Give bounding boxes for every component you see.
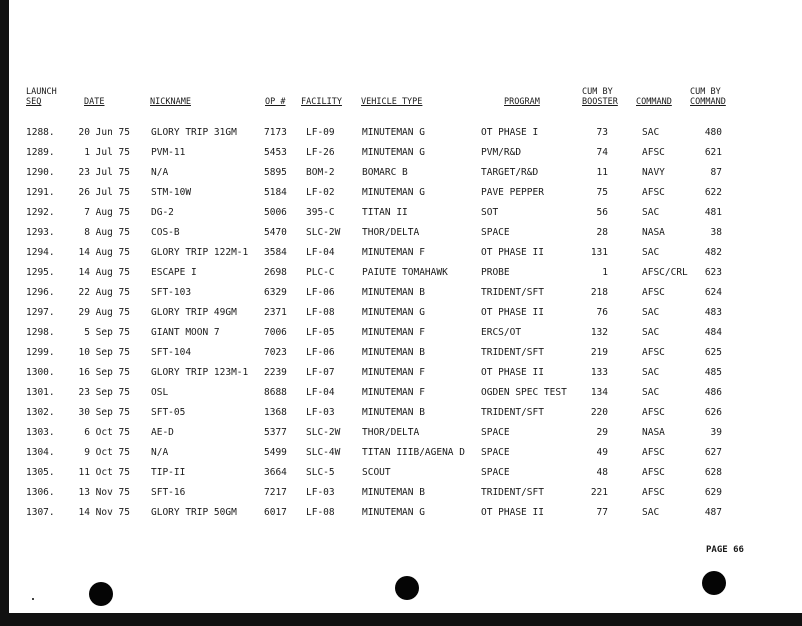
header-facility: FACILITY bbox=[301, 97, 342, 107]
cell-date: 13 Nov 75 bbox=[78, 487, 130, 498]
cell-nickname: SFT-05 bbox=[151, 407, 186, 418]
cell-cum-command: 628 bbox=[704, 467, 722, 478]
cell-cum-command: 627 bbox=[704, 447, 722, 458]
cell-cum-command: 484 bbox=[704, 327, 722, 338]
cell-date: 5 Sep 75 bbox=[84, 327, 130, 338]
cell-seq: 1297. bbox=[26, 307, 55, 318]
cell-nickname: DG-2 bbox=[151, 207, 174, 218]
cell-seq: 1294. bbox=[26, 247, 55, 258]
cell-vehicle-type: MINUTEMAN F bbox=[362, 327, 425, 338]
cell-command: NAVY bbox=[642, 167, 665, 178]
cell-date: 6 Oct 75 bbox=[84, 427, 130, 438]
cell-date: 23 Sep 75 bbox=[78, 387, 130, 398]
cell-cum-booster: 218 bbox=[590, 287, 608, 298]
binder-hole-right bbox=[702, 571, 726, 595]
cell-cum-booster: 56 bbox=[596, 207, 608, 218]
cell-program: PAVE PEPPER bbox=[481, 187, 544, 198]
cell-facility: SLC-4W bbox=[306, 447, 341, 458]
cell-seq: 1302. bbox=[26, 407, 55, 418]
table-row bbox=[0, 286, 802, 300]
cell-vehicle-type: MINUTEMAN G bbox=[362, 147, 425, 158]
cell-cum-booster: 73 bbox=[596, 127, 608, 138]
cell-program: SOT bbox=[481, 207, 499, 218]
cell-program: PVM/R&D bbox=[481, 147, 522, 158]
cell-program: OT PHASE II bbox=[481, 307, 544, 318]
cell-op-number: 7173 bbox=[264, 127, 287, 138]
cell-nickname: COS-B bbox=[151, 227, 180, 238]
cell-op-number: 6329 bbox=[264, 287, 287, 298]
cell-cum-booster: 221 bbox=[590, 487, 608, 498]
table-row bbox=[0, 126, 802, 140]
cell-cum-booster: 131 bbox=[590, 247, 608, 258]
cell-program: PROBE bbox=[481, 267, 510, 278]
cell-command: SAC bbox=[642, 247, 660, 258]
cell-seq: 1303. bbox=[26, 427, 55, 438]
cell-program: TARGET/R&D bbox=[481, 167, 539, 178]
cell-cum-booster: 133 bbox=[590, 367, 608, 378]
cell-nickname: SFT-104 bbox=[151, 347, 192, 358]
cell-facility: SLC-2W bbox=[306, 227, 341, 238]
cell-cum-booster: 219 bbox=[590, 347, 608, 358]
cell-facility: LF-05 bbox=[306, 327, 335, 338]
cell-facility: PLC-C bbox=[306, 267, 335, 278]
cell-facility: LF-03 bbox=[306, 487, 335, 498]
cell-seq: 1289. bbox=[26, 147, 55, 158]
cell-vehicle-type: SCOUT bbox=[362, 467, 391, 478]
cell-op-number: 8688 bbox=[264, 387, 287, 398]
cell-program: SPACE bbox=[481, 447, 510, 458]
cell-vehicle-type: MINUTEMAN F bbox=[362, 367, 425, 378]
header-vehicle-type: VEHICLE TYPE bbox=[361, 97, 423, 107]
cell-cum-command: 626 bbox=[704, 407, 722, 418]
cell-seq: 1295. bbox=[26, 267, 55, 278]
cell-nickname: GLORY TRIP 31GM bbox=[151, 127, 237, 138]
cell-command: SAC bbox=[642, 367, 660, 378]
cell-date: 11 Oct 75 bbox=[78, 467, 130, 478]
cell-date: 26 Jul 75 bbox=[78, 187, 130, 198]
cell-facility: LF-02 bbox=[306, 187, 335, 198]
cell-cum-booster: 1 bbox=[602, 267, 608, 278]
cell-seq: 1291. bbox=[26, 187, 55, 198]
cell-vehicle-type: TITAN II bbox=[362, 207, 408, 218]
cell-vehicle-type: MINUTEMAN B bbox=[362, 487, 425, 498]
cell-nickname: GLORY TRIP 122M-1 bbox=[151, 247, 249, 258]
cell-op-number: 2698 bbox=[264, 267, 287, 278]
binder-hole-center bbox=[395, 576, 419, 600]
cell-cum-booster: 77 bbox=[596, 507, 608, 518]
cell-program: OGDEN SPEC TEST bbox=[481, 387, 567, 398]
cell-command: SAC bbox=[642, 127, 660, 138]
cell-nickname: AE-D bbox=[151, 427, 174, 438]
cell-date: 22 Aug 75 bbox=[78, 287, 130, 298]
cell-facility: LF-04 bbox=[306, 247, 335, 258]
cell-vehicle-type: MINUTEMAN G bbox=[362, 307, 425, 318]
cell-nickname: STM-10W bbox=[151, 187, 192, 198]
cell-date: 14 Aug 75 bbox=[78, 247, 130, 258]
cell-facility: SLC-2W bbox=[306, 427, 341, 438]
cell-vehicle-type: TITAN IIIB/AGENA D bbox=[362, 447, 465, 458]
cell-cum-booster: 28 bbox=[596, 227, 608, 238]
cell-op-number: 6017 bbox=[264, 507, 287, 518]
table-row bbox=[0, 366, 802, 380]
cell-date: 23 Jul 75 bbox=[78, 167, 130, 178]
cell-date: 30 Sep 75 bbox=[78, 407, 130, 418]
table-row bbox=[0, 306, 802, 320]
cell-cum-booster: 75 bbox=[596, 187, 608, 198]
cell-nickname: SFT-16 bbox=[151, 487, 186, 498]
cell-date: 14 Aug 75 bbox=[78, 267, 130, 278]
cell-date: 10 Sep 75 bbox=[78, 347, 130, 358]
cell-op-number: 7023 bbox=[264, 347, 287, 358]
scan-edge-bottom bbox=[0, 613, 802, 626]
cell-cum-booster: 134 bbox=[590, 387, 608, 398]
cell-command: AFSC bbox=[642, 407, 665, 418]
cell-program: ERCS/OT bbox=[481, 327, 522, 338]
cell-command: AFSC bbox=[642, 447, 665, 458]
cell-vehicle-type: MINUTEMAN B bbox=[362, 347, 425, 358]
cell-op-number: 5895 bbox=[264, 167, 287, 178]
cell-command: AFSC bbox=[642, 467, 665, 478]
cell-cum-command: 38 bbox=[710, 227, 722, 238]
cell-vehicle-type: MINUTEMAN B bbox=[362, 407, 425, 418]
cell-command: AFSC bbox=[642, 187, 665, 198]
cell-cum-booster: 49 bbox=[596, 447, 608, 458]
cell-vehicle-type: MINUTEMAN F bbox=[362, 247, 425, 258]
cell-vehicle-type: MINUTEMAN B bbox=[362, 287, 425, 298]
cell-cum-command: 487 bbox=[704, 507, 722, 518]
cell-facility: SLC-5 bbox=[306, 467, 335, 478]
cell-cum-command: 486 bbox=[704, 387, 722, 398]
cell-command: NASA bbox=[642, 227, 665, 238]
cell-nickname: OSL bbox=[151, 387, 169, 398]
cell-nickname: N/A bbox=[151, 167, 169, 178]
cell-nickname: TIP-II bbox=[151, 467, 186, 478]
cell-op-number: 1368 bbox=[264, 407, 287, 418]
cell-cum-command: 623 bbox=[704, 267, 722, 278]
cell-op-number: 5453 bbox=[264, 147, 287, 158]
cell-seq: 1307. bbox=[26, 507, 55, 518]
scan-speck bbox=[32, 598, 34, 600]
cell-cum-booster: 76 bbox=[596, 307, 608, 318]
cell-date: 16 Sep 75 bbox=[78, 367, 130, 378]
cell-date: 14 Nov 75 bbox=[78, 507, 130, 518]
header-program: PROGRAM bbox=[504, 97, 540, 107]
header-date: DATE bbox=[84, 97, 105, 107]
cell-command: SAC bbox=[642, 307, 660, 318]
cell-cum-booster: 29 bbox=[596, 427, 608, 438]
cell-cum-command: 87 bbox=[710, 167, 722, 178]
table-row bbox=[0, 326, 802, 340]
cell-nickname: GLORY TRIP 50GM bbox=[151, 507, 237, 518]
header-command: COMMAND bbox=[636, 97, 672, 107]
table-row bbox=[0, 246, 802, 260]
cell-date: 1 Jul 75 bbox=[84, 147, 130, 158]
cell-date: 29 Aug 75 bbox=[78, 307, 130, 318]
cell-seq: 1305. bbox=[26, 467, 55, 478]
cell-seq: 1304. bbox=[26, 447, 55, 458]
cell-program: SPACE bbox=[481, 227, 510, 238]
cell-cum-booster: 220 bbox=[590, 407, 608, 418]
cell-seq: 1298. bbox=[26, 327, 55, 338]
table-row bbox=[0, 226, 802, 240]
cell-op-number: 3664 bbox=[264, 467, 287, 478]
cell-facility: LF-07 bbox=[306, 367, 335, 378]
cell-seq: 1293. bbox=[26, 227, 55, 238]
cell-cum-command: 621 bbox=[704, 147, 722, 158]
cell-seq: 1290. bbox=[26, 167, 55, 178]
cell-cum-booster: 11 bbox=[596, 167, 608, 178]
cell-command: SAC bbox=[642, 387, 660, 398]
cell-facility: LF-08 bbox=[306, 307, 335, 318]
cell-seq: 1300. bbox=[26, 367, 55, 378]
cell-cum-command: 485 bbox=[704, 367, 722, 378]
cell-command: AFSC/CRL bbox=[642, 267, 688, 278]
cell-vehicle-type: THOR/DELTA bbox=[362, 227, 420, 238]
header-cum-by-booster: CUM BY BOOSTER bbox=[582, 87, 618, 107]
header-nickname: NICKNAME bbox=[150, 97, 191, 107]
cell-program: TRIDENT/SFT bbox=[481, 487, 544, 498]
table-row bbox=[0, 446, 802, 460]
cell-cum-command: 629 bbox=[704, 487, 722, 498]
cell-vehicle-type: BOMARC B bbox=[362, 167, 408, 178]
cell-program: OT PHASE II bbox=[481, 367, 544, 378]
cell-command: NASA bbox=[642, 427, 665, 438]
cell-nickname: GLORY TRIP 123M-1 bbox=[151, 367, 249, 378]
table-row bbox=[0, 166, 802, 180]
cell-seq: 1288. bbox=[26, 127, 55, 138]
cell-command: AFSC bbox=[642, 347, 665, 358]
cell-op-number: 5184 bbox=[264, 187, 287, 198]
table-row bbox=[0, 146, 802, 160]
cell-facility: LF-04 bbox=[306, 387, 335, 398]
cell-cum-command: 622 bbox=[704, 187, 722, 198]
cell-vehicle-type: MINUTEMAN G bbox=[362, 507, 425, 518]
header-launch-seq: LAUNCH SEQ bbox=[26, 87, 57, 107]
cell-program: TRIDENT/SFT bbox=[481, 347, 544, 358]
cell-seq: 1292. bbox=[26, 207, 55, 218]
cell-nickname: ESCAPE I bbox=[151, 267, 197, 278]
cell-facility: 395-C bbox=[306, 207, 335, 218]
table-row bbox=[0, 466, 802, 480]
cell-cum-command: 480 bbox=[704, 127, 722, 138]
cell-facility: BOM-2 bbox=[306, 167, 335, 178]
cell-op-number: 5470 bbox=[264, 227, 287, 238]
cell-op-number: 2371 bbox=[264, 307, 287, 318]
cell-program: TRIDENT/SFT bbox=[481, 407, 544, 418]
cell-seq: 1301. bbox=[26, 387, 55, 398]
cell-op-number: 5499 bbox=[264, 447, 287, 458]
cell-op-number: 7006 bbox=[264, 327, 287, 338]
header-op-number: OP # bbox=[265, 97, 286, 107]
table-row bbox=[0, 406, 802, 420]
cell-program: SPACE bbox=[481, 467, 510, 478]
cell-command: SAC bbox=[642, 327, 660, 338]
cell-command: AFSC bbox=[642, 287, 665, 298]
cell-nickname: N/A bbox=[151, 447, 169, 458]
cell-nickname: GLORY TRIP 49GM bbox=[151, 307, 237, 318]
cell-cum-command: 482 bbox=[704, 247, 722, 258]
cell-program: OT PHASE II bbox=[481, 247, 544, 258]
cell-date: 20 Jun 75 bbox=[78, 127, 130, 138]
cell-nickname: GIANT MOON 7 bbox=[151, 327, 220, 338]
cell-cum-command: 624 bbox=[704, 287, 722, 298]
cell-vehicle-type: MINUTEMAN G bbox=[362, 127, 425, 138]
cell-date: 9 Oct 75 bbox=[84, 447, 130, 458]
header-cum-by-command: CUM BY COMMAND bbox=[690, 87, 726, 107]
table-row bbox=[0, 206, 802, 220]
cell-facility: LF-03 bbox=[306, 407, 335, 418]
cell-facility: LF-09 bbox=[306, 127, 335, 138]
binder-hole-left bbox=[89, 582, 113, 606]
cell-command: SAC bbox=[642, 507, 660, 518]
cell-command: AFSC bbox=[642, 147, 665, 158]
cell-program: OT PHASE II bbox=[481, 507, 544, 518]
cell-facility: LF-08 bbox=[306, 507, 335, 518]
cell-cum-command: 39 bbox=[710, 427, 722, 438]
table-row bbox=[0, 486, 802, 500]
cell-command: AFSC bbox=[642, 487, 665, 498]
cell-cum-command: 481 bbox=[704, 207, 722, 218]
cell-cum-booster: 132 bbox=[590, 327, 608, 338]
page-number: PAGE 66 bbox=[706, 545, 744, 555]
cell-seq: 1306. bbox=[26, 487, 55, 498]
cell-cum-command: 483 bbox=[704, 307, 722, 318]
table-row bbox=[0, 186, 802, 200]
cell-vehicle-type: MINUTEMAN F bbox=[362, 387, 425, 398]
cell-seq: 1299. bbox=[26, 347, 55, 358]
cell-program: SPACE bbox=[481, 427, 510, 438]
cell-op-number: 5006 bbox=[264, 207, 287, 218]
cell-op-number: 3584 bbox=[264, 247, 287, 258]
cell-program: TRIDENT/SFT bbox=[481, 287, 544, 298]
cell-op-number: 7217 bbox=[264, 487, 287, 498]
cell-facility: LF-06 bbox=[306, 347, 335, 358]
table-row bbox=[0, 506, 802, 520]
cell-cum-booster: 74 bbox=[596, 147, 608, 158]
cell-cum-booster: 48 bbox=[596, 467, 608, 478]
cell-cum-command: 625 bbox=[704, 347, 722, 358]
table-row bbox=[0, 346, 802, 360]
cell-op-number: 2239 bbox=[264, 367, 287, 378]
table-row bbox=[0, 266, 802, 280]
cell-date: 7 Aug 75 bbox=[84, 207, 130, 218]
table-row bbox=[0, 386, 802, 400]
cell-program: OT PHASE I bbox=[481, 127, 539, 138]
cell-command: SAC bbox=[642, 207, 660, 218]
table-row bbox=[0, 426, 802, 440]
cell-facility: LF-06 bbox=[306, 287, 335, 298]
cell-facility: LF-26 bbox=[306, 147, 335, 158]
cell-seq: 1296. bbox=[26, 287, 55, 298]
cell-date: 8 Aug 75 bbox=[84, 227, 130, 238]
cell-nickname: SFT-103 bbox=[151, 287, 192, 298]
cell-nickname: PVM-11 bbox=[151, 147, 186, 158]
cell-vehicle-type: PAIUTE TOMAHAWK bbox=[362, 267, 448, 278]
cell-vehicle-type: THOR/DELTA bbox=[362, 427, 420, 438]
cell-vehicle-type: MINUTEMAN G bbox=[362, 187, 425, 198]
cell-op-number: 5377 bbox=[264, 427, 287, 438]
